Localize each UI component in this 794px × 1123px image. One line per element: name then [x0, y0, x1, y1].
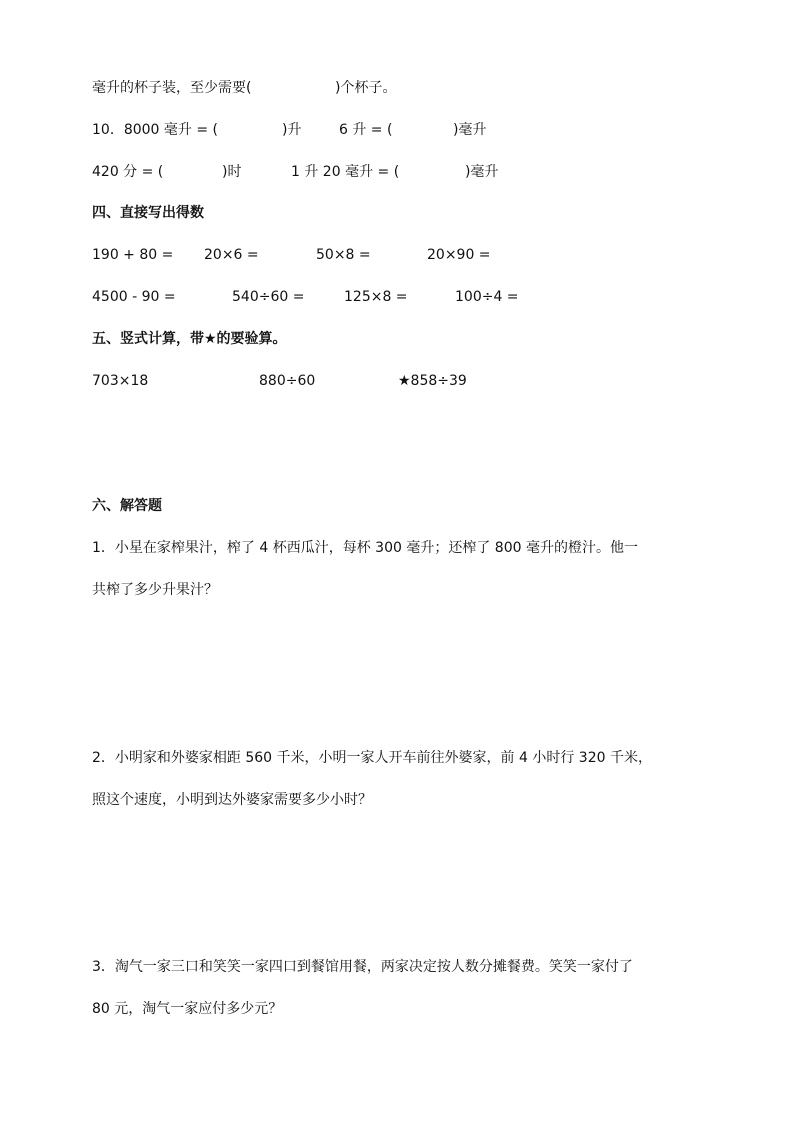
fill-blank-text: )毫升: [465, 164, 499, 180]
math-item: 540÷60 =: [232, 289, 305, 305]
fill-blank-text: 10．8000 毫升 = (: [92, 122, 218, 138]
math-item: 190 + 80 =: [92, 247, 174, 263]
fill-blank-text: 6 升 = (: [339, 122, 393, 138]
fill-blank-line-1: [92, 78, 792, 98]
math-item: 100÷4 =: [455, 289, 519, 305]
fill-blank-line-2: [92, 120, 792, 140]
section-4-title: 四、直接写出得数: [92, 205, 204, 221]
fill-blank-line-3: [92, 162, 792, 182]
question-1-line-1: 1．小星在家榨果汁，榨了 4 杯西瓜汁，每杯 300 毫升；还榨了 800 毫升的橙汁。他一: [92, 540, 638, 556]
mental-math-row-1: [92, 245, 792, 265]
question-2-line-2: 照这个速度，小明到达外婆家需要多少小时？: [92, 792, 372, 808]
fill-blank-text: )毫升: [453, 122, 487, 138]
question-3-line-1: 3．淘气一家三口和笑笑一家四口到餐馆用餐，两家决定按人数分摊餐费。笑笑一家付了: [92, 959, 633, 975]
question-2-line-1: 2．小明家和外婆家相距 560 千米，小明一家人开车前往外婆家，前 4 小时行 320 千米，: [92, 750, 652, 766]
question-3-line-2: 80 元，淘气一家应付多少元？: [92, 1001, 283, 1017]
math-item: 4500 - 90 =: [92, 289, 176, 305]
calc-item: ★858÷39: [398, 373, 467, 389]
math-item: 20×6 =: [204, 247, 259, 263]
fill-blank-text: )个杯子。: [335, 80, 397, 96]
fill-blank-text: 1 升 20 毫升 = (: [291, 164, 400, 180]
fill-blank-text: )升: [282, 122, 302, 138]
question-1-line-2: 共榨了多少升果汁？: [92, 582, 218, 598]
calc-item: 703×18: [92, 373, 149, 389]
section-5-title: 五、竖式计算，带★的要验算。: [92, 331, 287, 347]
math-item: 50×8 =: [316, 247, 371, 263]
math-item: 20×90 =: [427, 247, 491, 263]
math-item: 125×8 =: [344, 289, 408, 305]
fill-blank-text: 420 分 = (: [92, 164, 164, 180]
mental-math-row-2: [92, 287, 792, 307]
fill-blank-text: 毫升的杯子装，至少需要(: [92, 80, 252, 96]
fill-blank-text: )时: [222, 164, 242, 180]
vertical-calc-row: [92, 371, 792, 391]
calc-item: 880÷60: [259, 373, 316, 389]
section-6-title: 六、解答题: [92, 498, 162, 514]
